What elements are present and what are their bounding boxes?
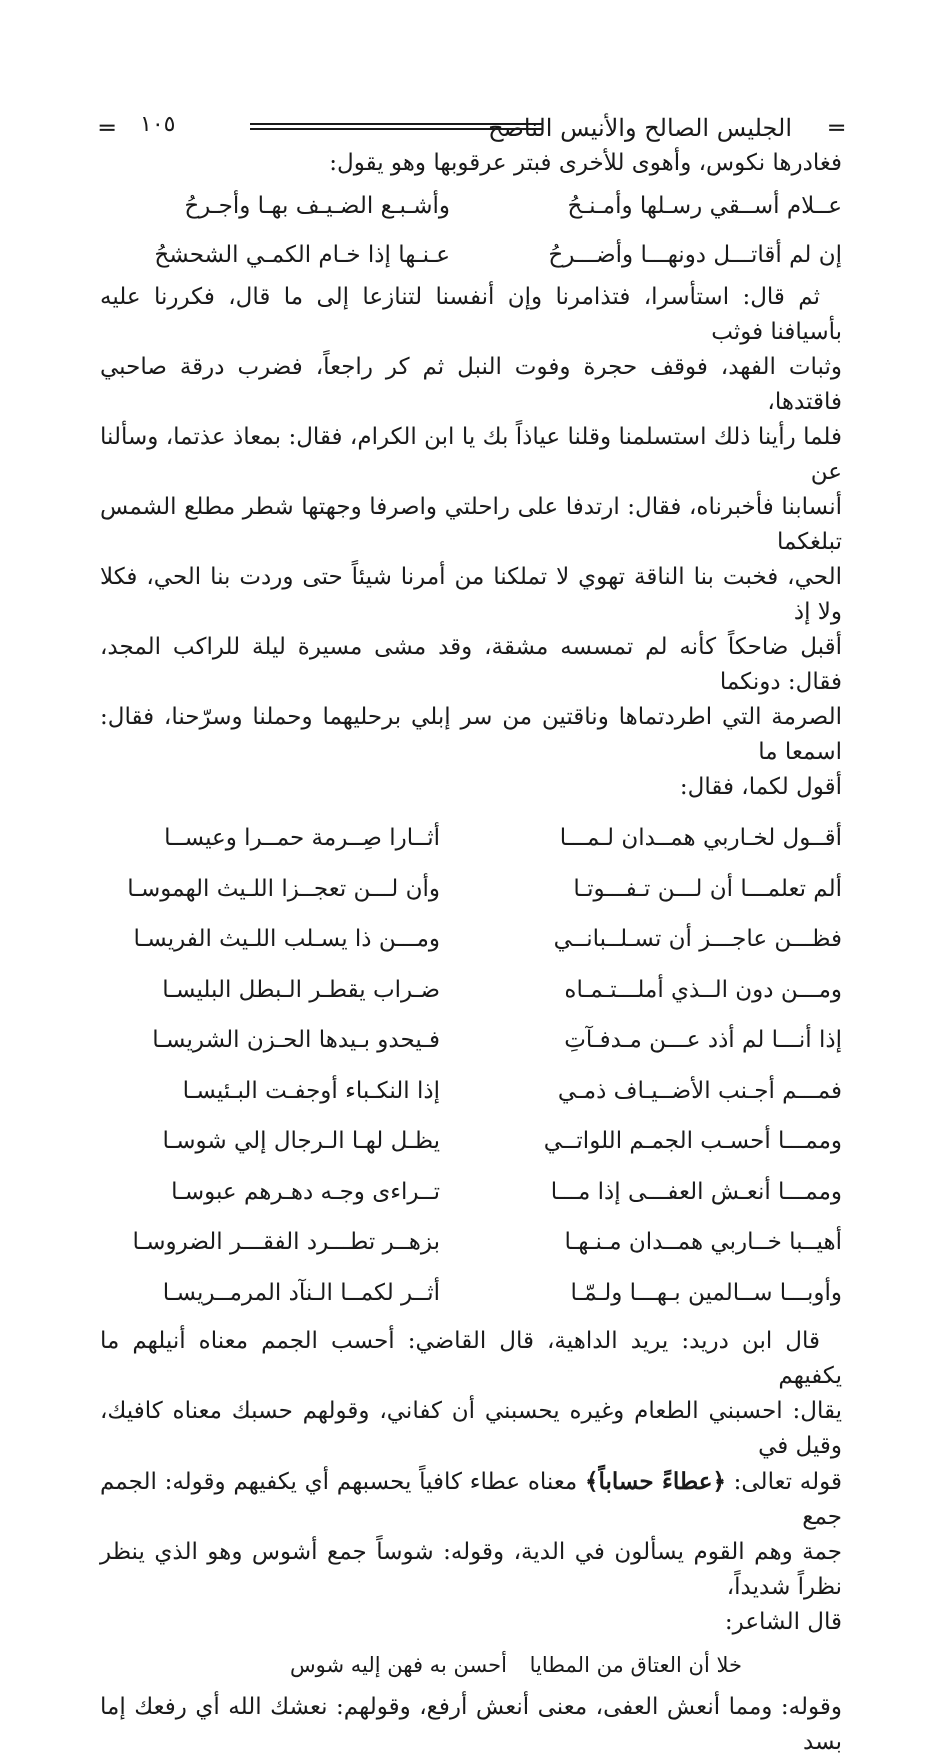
prose-line: أقول لكما، فقال: bbox=[679, 774, 842, 800]
verse-second-hemistich: وأشـبـع الضـيـف بهـا وأجـرحُ bbox=[184, 193, 450, 219]
verse-first-hemistich: عــلام أســقي رسـلها وأمـنـحُ bbox=[567, 193, 842, 219]
verse-first-hemistich: ألم تعلمـــا أن لـــن تـفـــوتـا bbox=[573, 875, 842, 902]
verse-line bbox=[100, 864, 842, 915]
verse-line bbox=[100, 1116, 842, 1167]
verse-line bbox=[100, 231, 842, 280]
prose-paragraph-1 bbox=[100, 280, 842, 805]
verse-second-hemistich: ومـــن ذا يسـلب اللـيث الفريسـا bbox=[133, 926, 440, 952]
book-page bbox=[100, 110, 842, 1760]
verse-first-hemistich: أقــول لخـاربي همــدان لـمـــا bbox=[559, 825, 842, 851]
verse-second-hemistich: تــراءى وجـه دهـرهم عبوسـا bbox=[171, 1178, 440, 1205]
verse-second-hemistich: ضـراب يقطـر الـبطل البليسـا bbox=[162, 976, 440, 1003]
prose-line: فلما رأينا ذلك استسلمنا وقلنا عياذاً بك يا ابن الكرام، فقال: بمعاذ عذتما، وسألنا عن bbox=[100, 424, 842, 485]
verse-second-hemistich: أثــارا صِــرمة حمــرا وعيســا bbox=[164, 825, 440, 851]
verse-second-hemistich: وأن لـــن تعجــزا اللـيث الهموسـا bbox=[127, 875, 440, 902]
prose-line: قال ابن دريد: يريد الداهية، قال القاضي: أحسب الجمم معناه أنيلهم ما يكفيهم bbox=[100, 1328, 842, 1389]
quoted-verse bbox=[100, 1640, 842, 1690]
header-ornament-left: ═ bbox=[100, 114, 113, 142]
prose-line: وثبات الفهد، فوقف حجرة وفوت النبل ثم كر راجعاً، فضرب درقة صاحبي فاقتدها، bbox=[100, 354, 842, 415]
verse-line bbox=[100, 914, 842, 965]
prose-line: أقبل ضاحكاً كأنه لم تمسسه مشقة، وقد مشى مسيرة ليلة للراكب المجد، فقال: دونكما bbox=[100, 634, 842, 695]
verse-line bbox=[100, 1066, 842, 1117]
prose-line: وقوله: ومما أنعش العفى، معنى أنعش أرفع، وقولهم: نعشك الله أي رفعك إما بسد bbox=[100, 1694, 842, 1755]
verse-second-hemistich: بزهــر تطـــرد الفقـــر الضروسـا bbox=[132, 1229, 440, 1255]
header-rule bbox=[250, 123, 542, 130]
verse-line bbox=[100, 1015, 842, 1066]
verse-second-hemistich: فـيحدو بـيدها الحـزن الشريسـا bbox=[152, 1027, 440, 1053]
verse-first-hemistich: إن لم أقاتـــل دونهـــا وأضـــرحُ bbox=[548, 242, 842, 268]
running-title: الجليس الصالح والأنيس الناصح bbox=[488, 114, 792, 142]
verse-line bbox=[100, 965, 842, 1016]
prose-line: ثم قال: استأسرا، فتذامرنا وإن أنفسنا لتنازعا إلى ما قال، فكررنا عليه بأسيافنا فوثب bbox=[100, 284, 842, 345]
page-header bbox=[100, 110, 842, 144]
verse-first-hemistich: إذا أنـــا لم أذد عـــن مـدفـآتِ bbox=[564, 1027, 842, 1053]
verse-first-hemistich: فظـــن عاجـــز أن تسـلــبانــي bbox=[553, 926, 842, 952]
verse-first-hemistich: فمـــم أجـنب الأضــيـاف ذمـي bbox=[557, 1077, 842, 1104]
verse-line bbox=[100, 813, 842, 864]
prose-line: قوله تعالى: ﴿عطاءً حساباً﴾ معناه عطاء كافياً يحسبهم أي يكفيهم وقوله: الجمم جمع bbox=[100, 1468, 843, 1530]
verse-line bbox=[100, 1167, 842, 1218]
verse-second-hemistich: إذا النكـباء أوجفـت البـئيسـا bbox=[182, 1077, 440, 1104]
verse-line bbox=[100, 182, 842, 231]
verse-first-hemistich: وممـــا أنعـش العفـــى إذا مـــا bbox=[550, 1178, 842, 1205]
prose-line: قال الشاعر: bbox=[724, 1609, 842, 1635]
page-number: ١٠٥ bbox=[140, 112, 176, 137]
prose-paragraph-2 bbox=[100, 1324, 842, 1640]
verse-first-hemistich: ومـــن دون الــذي أملـــتـمـاه bbox=[564, 976, 842, 1003]
prose-line: جمة وهم القوم يسألون في الدية، وقوله: شوساً جمع أشوس وهو الذي ينظر نظراً شديداً، bbox=[100, 1539, 842, 1600]
header-ornament-right: ═ bbox=[829, 114, 842, 142]
verse-second-hemistich: عـنـها إذا خـام الكمـي الشحشحُ bbox=[154, 242, 450, 268]
verse-line bbox=[100, 1268, 842, 1319]
verse-first-hemistich: وأوبـــا ســالمين بـهـــا ولـمّـا bbox=[570, 1279, 842, 1306]
prose-line: يقال: احسبني الطعام وغيره يحسبني أن كفاني، وقولهم حسبك معناه كافيك، وقيل في bbox=[100, 1398, 842, 1459]
verse-first-hemistich: خلا أن العتاق من المطايا bbox=[529, 1653, 742, 1677]
verse-second-hemistich: يظـل لهـا الـرجال إلي شوسـا bbox=[162, 1128, 440, 1154]
poem-block-2 bbox=[100, 813, 842, 1318]
prose-line: الحي، فخبت بنا الناقة تهوي لا تملكنا من أمرنا شيئاً حتى وردت بنا الحي، فكلا ولا إذ bbox=[100, 564, 842, 625]
verse-first-hemistich: أهيــبا خــاربي همــدان مـنـهـا bbox=[564, 1229, 842, 1255]
verse-first-hemistich: وممـــا أحسـب الجمـم اللواتــي bbox=[543, 1128, 842, 1154]
intro-line: فغادرها نكوس، وأهوى للأخرى فبتر عرقوبها وهو يقول: bbox=[329, 150, 842, 176]
verse-line bbox=[100, 1217, 842, 1268]
verse-second-hemistich: أثــر لكمــا الـنآد المرمــريسـا bbox=[162, 1279, 440, 1306]
poem-block-1 bbox=[100, 182, 842, 280]
prose-line: الصرمة التي اطردتماها وناقتين من سر إبلي برحليهما وحملنا وسرّحنا، فقال: اسمعا ما bbox=[100, 704, 842, 765]
verse-second-hemistich: أحسن به فهن إليه شوس bbox=[290, 1653, 507, 1677]
prose-line: أنسابنا فأخبرناه، فقال: ارتدفا على راحلتي واصرفا وجهتها شطر مطلع الشمس تبلغكما bbox=[100, 494, 842, 555]
quran-quote: ﴿عطاءً حساباً﴾ bbox=[584, 1468, 726, 1495]
